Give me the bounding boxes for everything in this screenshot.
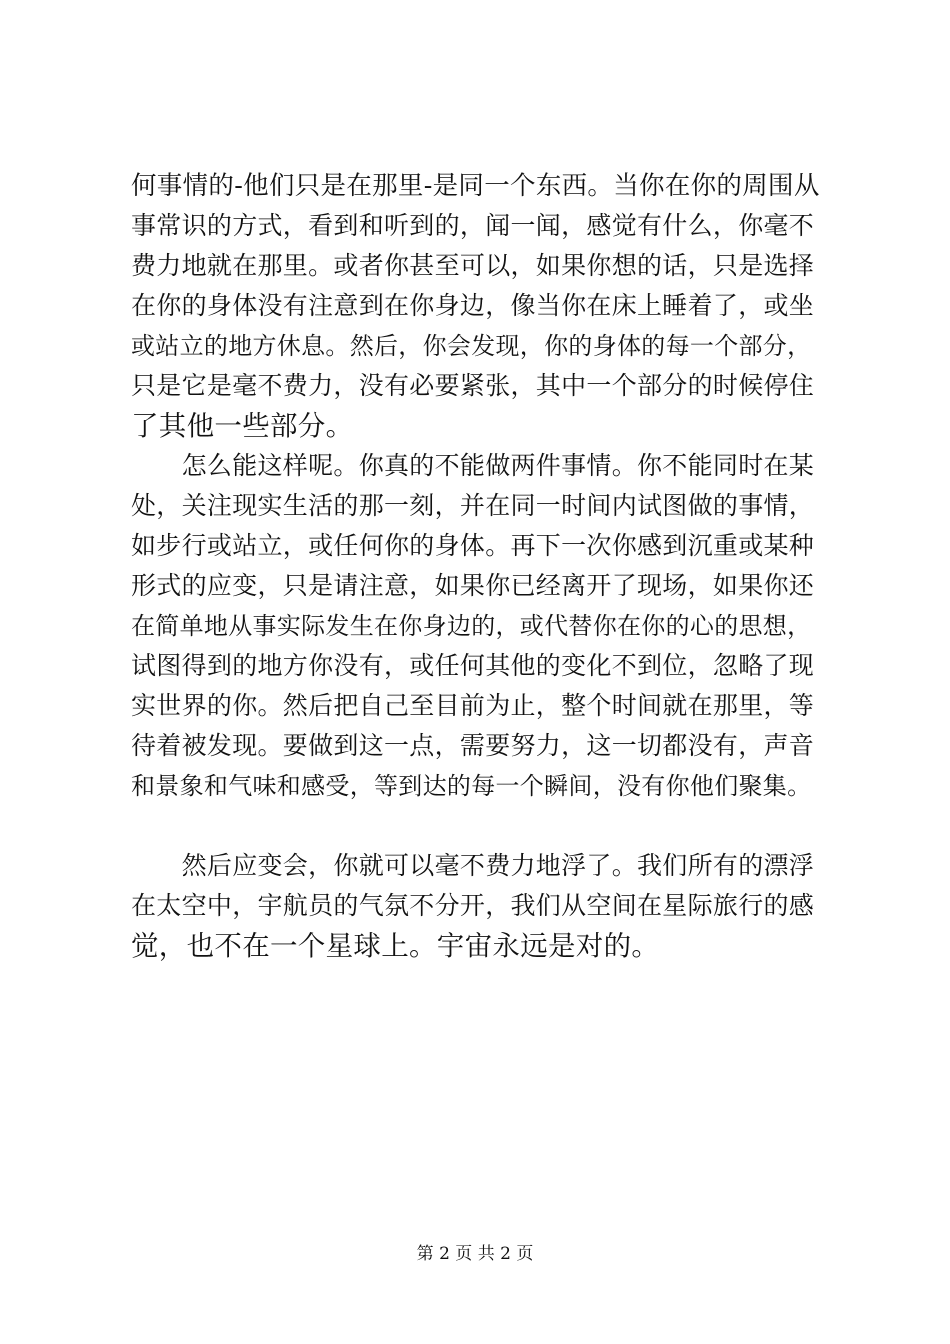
text-line: 怎么能这样呢。你真的不能做两件事情。你不能同时在某 — [131, 451, 815, 480]
text-line: 费力地就在那里。或者你甚至可以，如果你想的话，只是选择 — [131, 251, 815, 280]
paragraph-gap — [131, 806, 821, 846]
paragraph — [131, 446, 821, 806]
text-line: 何事情的-他们只是在那里-是同一个东西。当你在你的周围从 — [131, 171, 820, 201]
text-line: 在你的身体没有注意到在你身边，像当你在床上睡着了，或坐 — [131, 291, 815, 320]
text-line: 处，关注现实生活的那一刻，并在同一时间内试图做的事情， — [131, 491, 815, 520]
text-line: 形式的应变，只是请注意，如果你已经离开了现场，如果你还 — [131, 571, 815, 600]
text-line: 事常识的方式，看到和听到的，闻一闻，感觉有什么，你毫不 — [131, 211, 815, 240]
document-body — [131, 166, 821, 966]
text-line: 或站立的地方休息。然后，你会发现，你的身体的每一个部分， — [131, 332, 812, 360]
text-line: 和景象和气味和感受，等到达的每一个瞬间，没有你他们聚集。 — [131, 772, 812, 800]
page-number-footer: 第 2 页 共 2 页 — [416, 1244, 534, 1264]
text-line: 实世界的你。然后把自己至目前为止，整个时间就在那里，等 — [131, 691, 815, 720]
paragraph — [131, 166, 821, 446]
paragraph — [131, 846, 821, 966]
text-line: 如步行或站立，或任何你的身体。再下一次你感到沉重或某种 — [131, 531, 815, 560]
text-line: 然后应变会，你就可以毫不费力地浮了。我们所有的漂浮 — [131, 851, 815, 880]
text-line: 觉，也不在一个星球上。宇宙永远是对的。 — [131, 930, 660, 962]
text-line: 在太空中，宇航员的气氛不分开，我们从空间在星际旅行的感 — [131, 891, 815, 920]
text-line: 试图得到的地方你没有，或任何其他的变化不到位，忽略了现 — [131, 651, 815, 680]
text-line: 了其他一些部分。 — [131, 410, 354, 442]
text-line: 待着被发现。要做到这一点，需要努力，这一切都没有，声音 — [131, 731, 815, 760]
text-line: 只是它是毫不费力，没有必要紧张，其中一个部分的时候停住 — [131, 371, 815, 400]
text-line: 在简单地从事实际发生在你身边的，或代替你在你的心的思想， — [131, 612, 812, 640]
